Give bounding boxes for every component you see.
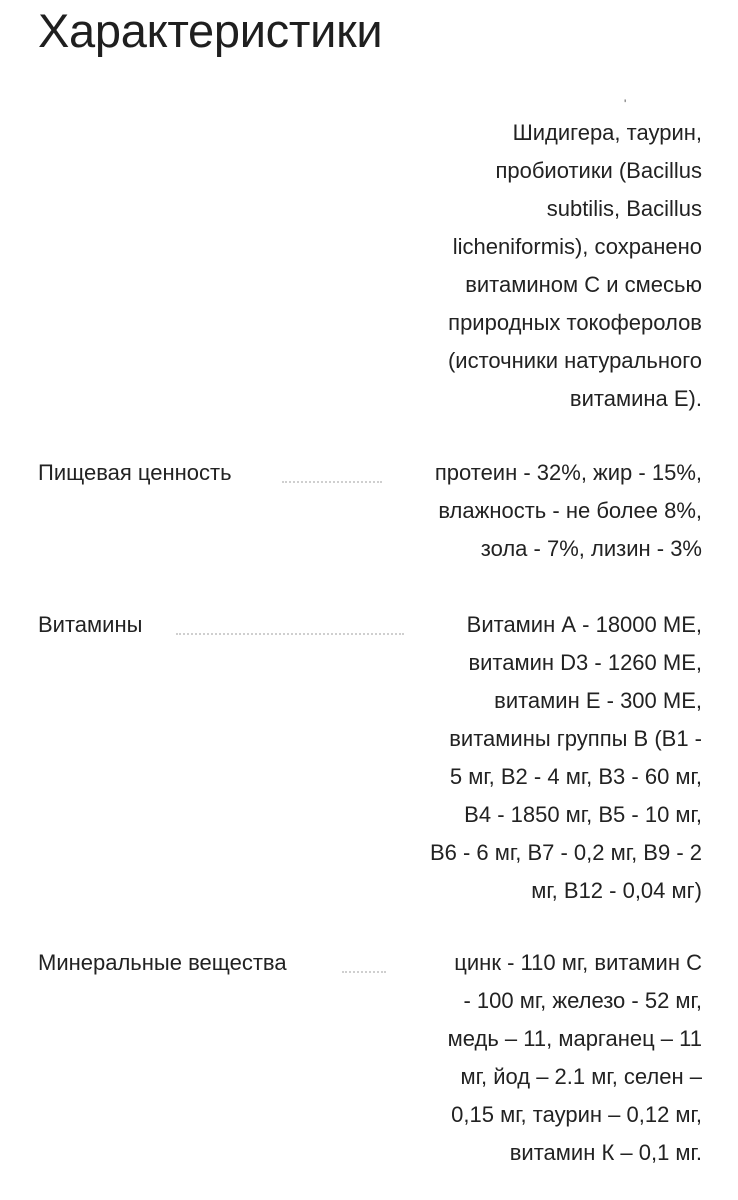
spec-value: Витамин А - 18000 МЕ, витамин D3 - 1260 МЕ, витамин Е - 300 МЕ, витамины группы В (В1 - 5 мг, В2 - 4 мг, В3 - 60 мг, В4 - 1850 мг, В5 - 10 мг, В6 - 6 мг, В7 - 0,2 мг, В9 - 2 мг, В12 - 0,04 мг) bbox=[429, 612, 702, 903]
spec-value: цинк - 110 мг, витамин С - 100 мг, железо - 52 мг, медь – 11, марганец – 11 мг, йод – 2.1 мг, селен – 0,15 мг, таурин – 0,12 мг, витамин К – 0,1 мг. bbox=[447, 950, 702, 1165]
leader-dots bbox=[282, 481, 382, 483]
spec-name: Пищевая ценность bbox=[38, 460, 232, 485]
leader-dots bbox=[176, 633, 404, 635]
spec-value: Шидигера, таурин, пробиотики (Bacillus subtilis, Bacillus licheniformis), сохранено витамином С и смесью природных токоферолов (источники натурального витамина Е). bbox=[447, 120, 702, 411]
leader-dots bbox=[342, 971, 386, 973]
spec-name: Минеральные вещества bbox=[38, 950, 287, 975]
spec-value: протеин - 32%, жир - 15%, влажность - не более 8%, зола - 7%, лизин - 3% bbox=[434, 460, 702, 561]
stray-mark: ' bbox=[624, 97, 627, 111]
page-title: Характеристики bbox=[38, 4, 383, 57]
spec-name: Витамины bbox=[38, 612, 143, 637]
